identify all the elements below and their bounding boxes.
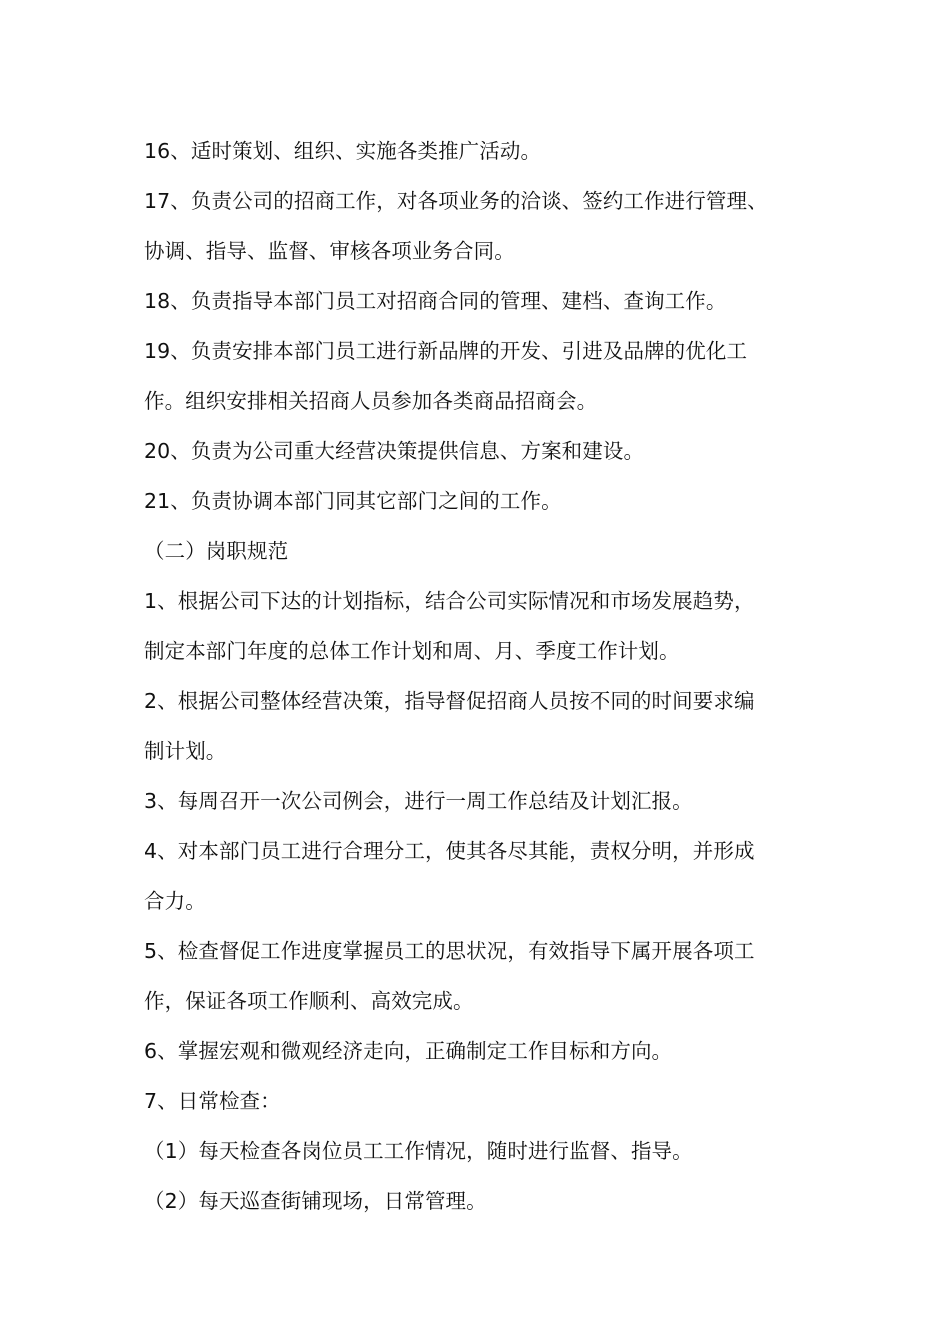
text-line: 17、负责公司的招商工作，对各项业务的洽谈、签约工作进行管理、	[144, 189, 768, 213]
text-line: 4、对本部门员工进行合理分工，使其各尽其能，责权分明，并形成	[144, 839, 755, 863]
text-line: 18、负责指导本部门员工对招商合同的管理、建档、查询工作。	[144, 289, 727, 313]
text-line: 19、负责安排本部门员工进行新品牌的开发、引进及品牌的优化工	[144, 339, 748, 363]
text-line: 作，保证各项工作顺利、高效完成。	[144, 989, 474, 1013]
text-line: 7、日常检查：	[144, 1089, 281, 1113]
text-line: 16、适时策划、组织、实施各类推广活动。	[144, 139, 542, 163]
text-line: 1、根据公司下达的计划指标，结合公司实际情况和市场发展趋势，	[144, 589, 755, 613]
text-line: 5、检查督促工作进度掌握员工的思状况，有效指导下属开展各项工	[144, 939, 755, 963]
text-line: 制定本部门年度的总体工作计划和周、月、季度工作计划。	[144, 639, 680, 663]
text-line: 20、负责为公司重大经营决策提供信息、方案和建设。	[144, 439, 645, 463]
text-line: 2、根据公司整体经营决策，指导督促招商人员按不同的时间要求编	[144, 689, 755, 713]
text-line: （2）每天巡查街铺现场，日常管理。	[144, 1189, 487, 1213]
text-line: 制计划。	[144, 739, 227, 763]
section-heading: （二）岗职规范	[144, 539, 289, 563]
text-line: 3、每周召开一次公司例会，进行一周工作总结及计划汇报。	[144, 789, 693, 813]
text-line: 协调、指导、监督、审核各项业务合同。	[144, 239, 515, 263]
text-line: 合力。	[144, 889, 206, 913]
text-line: 6、掌握宏观和微观经济走向，正确制定工作目标和方向。	[144, 1039, 673, 1063]
text-line: 21、负责协调本部门同其它部门之间的工作。	[144, 489, 562, 513]
document-body	[144, 126, 834, 1226]
text-line: 作。组织安排相关招商人员参加各类商品招商会。	[144, 389, 598, 413]
text-line: （1）每天检查各岗位员工工作情况，随时进行监督、指导。	[144, 1139, 693, 1163]
